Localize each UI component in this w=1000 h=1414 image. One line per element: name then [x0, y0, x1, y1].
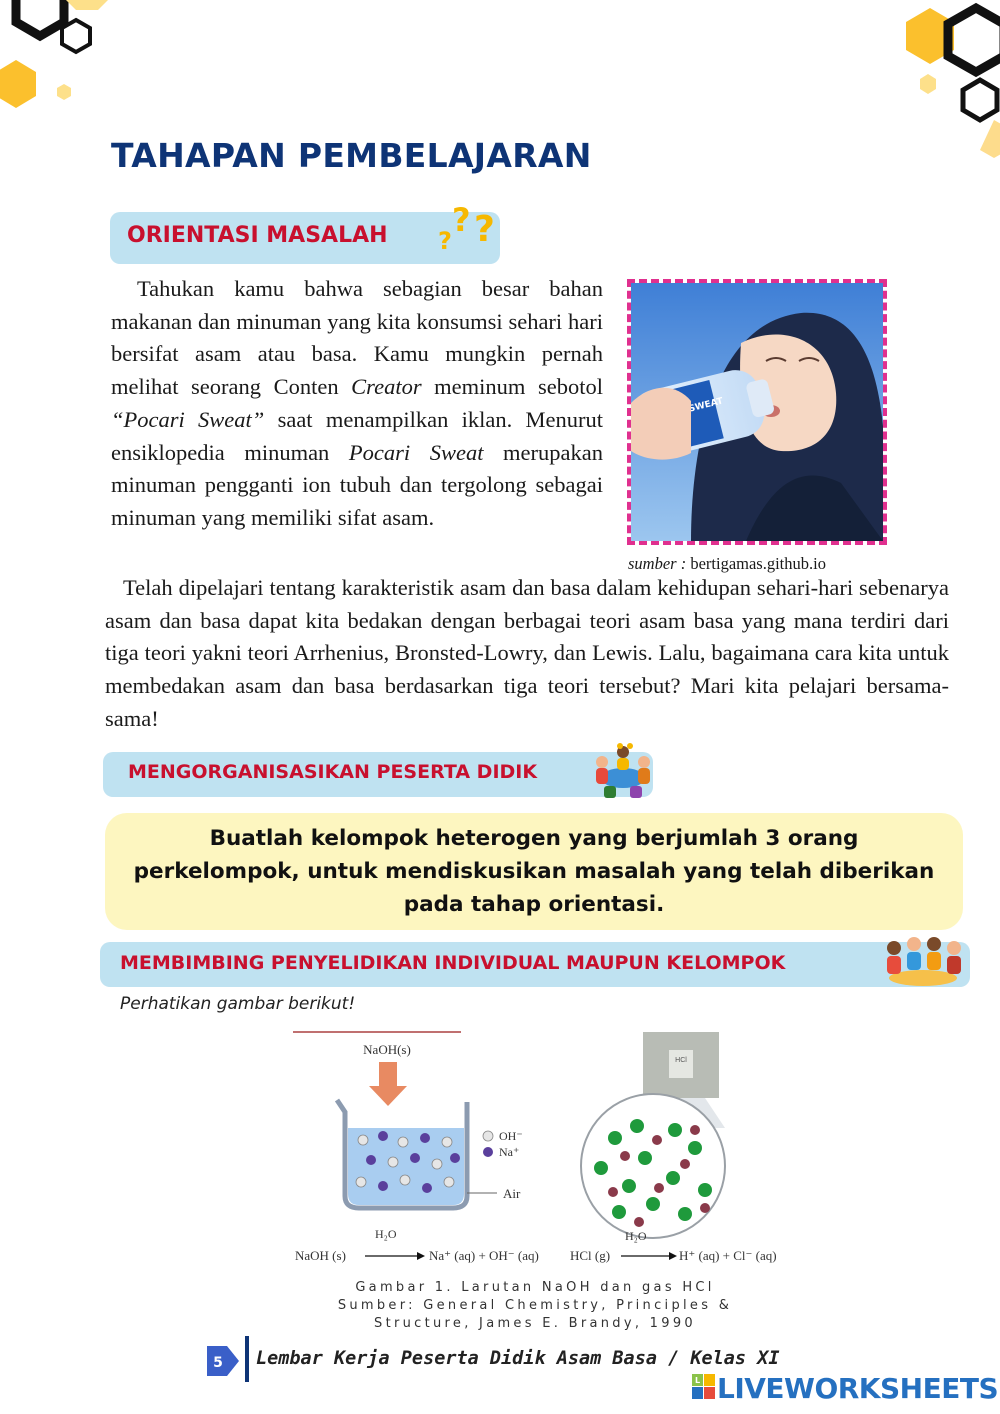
svg-text:?: ?	[452, 201, 471, 239]
paragraph-text: Telah dipelajari tentang karakteristik asam dan basa dalam kehidupan sehari-hari sebenarya asam dan basa dapat kita bedakan dengan berbagai teori asam basa yang mana terdiri dari tiga teori yakni teori Arrhenius, Bronsted-Lowry, dan Lewis. Lalu, bagaimana cara kita untuk membedakan asam dan basa berdasarkan tiga teori tersebut? Mari kita pelajari bersama-sama!	[105, 575, 949, 731]
reaction-1-products: Na⁺ (aq) + OH⁻ (aq)	[429, 1248, 539, 1263]
paragraph-line: Tahukan kamu bahwa sebagian besar bahan	[137, 276, 603, 301]
paragraph-line: mungkin pernah melihat seorang Conten	[111, 341, 604, 400]
group-discussion-icon	[590, 742, 656, 800]
caption-prefix: sumber :	[628, 554, 687, 573]
section-title-guide: MEMBIMBING PENYELIDIKAN INDIVIDUAL MAUPUN KELOMPOK	[120, 952, 786, 974]
honeycomb-decoration-top-left	[0, 0, 130, 130]
footer-divider	[245, 1336, 249, 1382]
woman-drinking-illustration	[631, 283, 883, 541]
bottle-label: HCl	[675, 1057, 687, 1064]
section-title-orientation: ORIENTASI MASALAH	[127, 223, 388, 248]
paragraph-line: pengganti ion tubuh dan tergolong sebagai	[204, 472, 603, 498]
svg-text:?: ?	[474, 209, 495, 250]
naoh-solid-label: NaOH(s)	[363, 1042, 411, 1057]
paragraph-line: menampilkan iklan. Menurut ensiklopedia	[111, 406, 603, 465]
reaction-1-reactant: NaOH (s)	[295, 1248, 346, 1263]
paragraph-line: makanan dan minuman yang kita konsumsi	[111, 308, 503, 334]
page-number-badge	[205, 1344, 241, 1378]
task-line: perkelompok, untuk mendiskusikan masalah yang telah diberikan	[133, 859, 935, 884]
sodium-legend-label: Na⁺	[499, 1145, 520, 1159]
paragraph-line: minuman yang memiliki sifat asam.	[111, 504, 435, 530]
task-line: pada tahap orientasi.	[403, 892, 665, 917]
drinking-photo	[627, 279, 887, 545]
page-title: TAHAPAN PEMBELAJARAN	[111, 136, 592, 175]
caption-line: Sumber: General Chemistry, Principles &	[337, 1298, 733, 1313]
caption-line: Gambar 1. Larutan NaOH dan gas HCl	[355, 1280, 715, 1295]
section-title-organize: MENGORGANISASIKAN PESERTA DIDIK	[128, 761, 538, 783]
hcl-bottle	[643, 1032, 719, 1098]
down-arrow-icon	[369, 1062, 407, 1106]
reaction-2-reactant: HCl (g)	[570, 1248, 611, 1263]
chemistry-figure	[285, 1028, 795, 1273]
reaction-2-solvent: H₂O	[625, 1229, 647, 1243]
reaction-1-solvent: H₂O	[375, 1227, 397, 1241]
water-label: Air	[503, 1186, 521, 1201]
caption-source: bertigamas.github.io	[690, 554, 826, 573]
sodium-legend-icon	[483, 1147, 493, 1157]
page-number: 5	[213, 1355, 223, 1371]
paragraph-line: Creator meminum sebotol “Pocari Sweat” saat	[111, 374, 603, 432]
bottle-label-text: SWEAT	[687, 396, 725, 415]
footer-text: Lembar Kerja Peserta Didik Asam Basa / Kelas XI	[256, 1348, 780, 1369]
figure-instruction: Perhatikan gambar berikut!	[120, 994, 356, 1014]
reaction-2-products: H⁺ (aq) + Cl⁻ (aq)	[679, 1248, 777, 1263]
orientation-paragraph-2	[105, 572, 949, 736]
figure-caption	[300, 1279, 770, 1333]
question-marks-icon	[436, 197, 502, 255]
liveworksheets-brand[interactable]: LIVEWORKSHEETS	[717, 1372, 999, 1405]
orientation-paragraph-1	[111, 273, 603, 535]
svg-text:?: ?	[438, 227, 452, 255]
honeycomb-decoration-top-right	[880, 0, 1000, 160]
liveworksheets-logo-icon	[692, 1374, 716, 1400]
group-study-icon	[878, 934, 968, 988]
hydroxide-legend-label: OH⁻	[499, 1129, 523, 1143]
hydroxide-legend-icon	[483, 1131, 493, 1141]
task-instruction	[115, 822, 953, 921]
caption-line: Structure, James E. Brandy, 1990	[374, 1316, 696, 1331]
paragraph-line: minuman Pocari Sweat merupakan minuman	[111, 439, 603, 498]
logo-letter-l: L	[694, 1376, 701, 1385]
paragraph-line: sehari hari bersifat asam atau basa. Kamu	[111, 308, 603, 367]
reaction-arrow-icon	[669, 1252, 677, 1260]
task-line: Buatlah kelompok heterogen yang berjumlah 3 orang	[209, 826, 859, 851]
reaction-arrow-icon	[417, 1252, 425, 1260]
photo-source-caption	[628, 554, 826, 574]
